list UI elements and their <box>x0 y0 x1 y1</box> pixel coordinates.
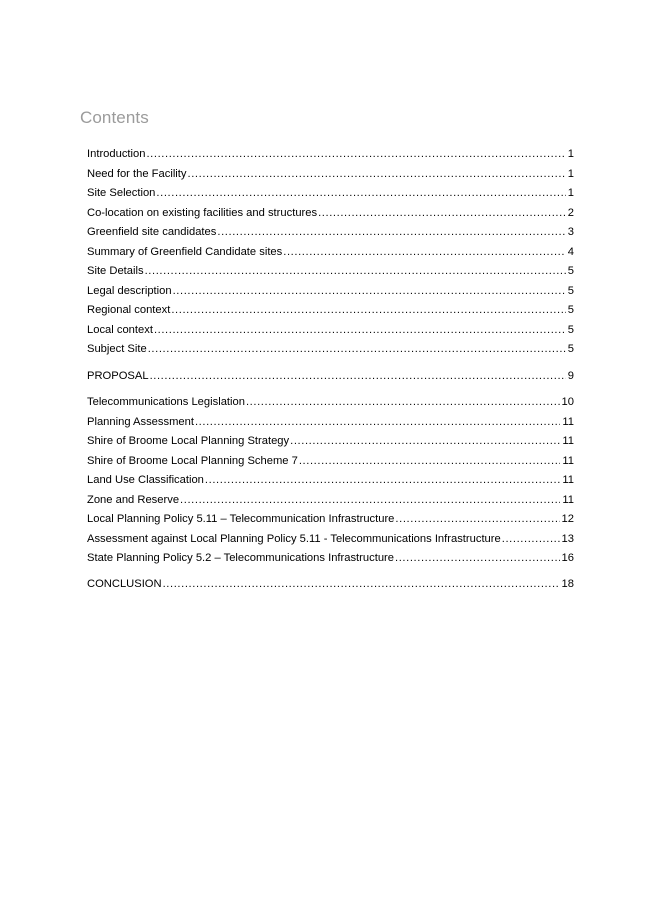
dot-leader <box>145 262 566 280</box>
toc-entry-label: Regional context <box>87 304 171 316</box>
dot-leader <box>150 367 566 385</box>
toc-entry-local-planning-scheme[interactable] <box>87 452 574 470</box>
toc-entry-local-planning-policy[interactable] <box>87 510 574 528</box>
toc-entry-page-number: 11 <box>562 474 574 486</box>
toc-entry-label: Telecommunications Legislation <box>87 396 245 408</box>
toc-entry-label: Need for the Facility <box>87 167 187 180</box>
toc-entry-label: Legal description <box>87 284 172 297</box>
toc-entry-page-number: 11 <box>562 435 574 447</box>
dot-leader <box>171 301 565 319</box>
toc-entry-page-number: 1 <box>567 167 574 180</box>
toc-entry-state-planning-policy[interactable] <box>87 549 574 567</box>
toc-entry-legal-description[interactable] <box>87 282 574 300</box>
toc-entry-label: State Planning Policy 5.2 – Telecommunications Infrastructure <box>87 552 394 564</box>
toc-entry-page-number: 5 <box>567 284 574 297</box>
toc-entry-page-number: 5 <box>567 265 574 277</box>
toc-entry-site-details[interactable] <box>87 262 574 280</box>
dot-leader <box>395 549 560 567</box>
toc-entry-page-number: 4 <box>567 245 574 258</box>
dot-leader <box>173 282 566 300</box>
dot-leader <box>180 491 560 509</box>
toc-entry-label: CONCLUSION <box>87 578 162 590</box>
toc-entry-label: Co-location on existing facilities and structures <box>87 206 318 219</box>
dot-leader <box>502 530 560 548</box>
dot-leader <box>195 413 560 431</box>
toc-entry-page-number: 11 <box>562 454 574 467</box>
toc-entry-page-number: 5 <box>567 304 574 316</box>
toc-entry-label: Shire of Broome Local Planning Strategy <box>87 435 290 447</box>
toc-entry-label: Zone and Reserve <box>87 493 180 506</box>
toc-entry-subject-site[interactable] <box>87 340 574 358</box>
toc-entry-planning-assessment[interactable] <box>87 413 574 431</box>
toc-entry-page-number: 10 <box>561 396 574 408</box>
toc-entry-greenfield-candidates[interactable] <box>87 223 574 241</box>
toc-entry-local-planning-strategy[interactable] <box>87 432 574 450</box>
toc-entry-page-number: 5 <box>567 323 574 336</box>
dot-leader <box>246 393 560 411</box>
dot-leader <box>395 510 559 528</box>
dot-leader <box>290 432 560 450</box>
toc-entry-policy-assessment[interactable] <box>87 530 574 548</box>
toc-entry-page-number: 1 <box>567 187 574 199</box>
toc-entry-page-number: 18 <box>561 578 574 590</box>
toc-entry-proposal[interactable] <box>87 367 574 385</box>
toc-entry-page-number: 16 <box>561 552 574 564</box>
toc-entry-label: Introduction <box>87 148 146 160</box>
dot-leader <box>217 223 565 241</box>
toc-entry-land-use-classification[interactable] <box>87 471 574 489</box>
toc-entry-page-number: 2 <box>567 206 574 219</box>
toc-entry-greenfield-summary[interactable] <box>87 243 574 261</box>
toc-entry-label: Land Use Classification <box>87 474 204 486</box>
toc-entry-co-location[interactable] <box>87 204 574 222</box>
toc-entry-local-context[interactable] <box>87 321 574 339</box>
toc-entry-page-number: 5 <box>567 343 574 355</box>
toc-entry-page-number: 3 <box>567 226 574 238</box>
dot-leader <box>146 145 565 163</box>
dot-leader <box>188 165 566 183</box>
toc-entry-conclusion[interactable] <box>87 575 574 593</box>
dot-leader <box>163 575 560 593</box>
dot-leader <box>205 471 560 489</box>
toc-entry-label: Summary of Greenfield Candidate sites <box>87 245 283 258</box>
toc-entry-label: Planning Assessment <box>87 415 194 428</box>
toc-entry-label: Local Planning Policy 5.11 – Telecommunication Infrastructure <box>87 513 395 525</box>
dot-leader <box>154 321 566 339</box>
toc-entry-introduction[interactable] <box>87 145 574 163</box>
dot-leader <box>283 243 566 261</box>
dot-leader <box>318 204 566 222</box>
dot-leader <box>148 340 566 358</box>
toc-entry-need-for-facility[interactable] <box>87 165 574 183</box>
dot-leader <box>156 184 565 202</box>
toc-entry-site-selection[interactable] <box>87 184 574 202</box>
toc-entry-label: Site Selection <box>87 187 156 199</box>
toc-entry-label: Assessment against Local Planning Policy 5.11 - Telecommunications Infrastructure <box>87 532 501 545</box>
toc-entry-page-number: 1 <box>567 148 574 160</box>
toc-entry-label: PROPOSAL <box>87 370 149 382</box>
toc-entry-page-number: 11 <box>562 493 574 506</box>
toc-entry-label: Site Details <box>87 265 144 277</box>
toc-entry-page-number: 12 <box>561 513 574 525</box>
toc-entry-label: Shire of Broome Local Planning Scheme 7 <box>87 454 298 467</box>
toc-entry-label: Local context <box>87 323 153 336</box>
toc-entry-label: Subject Site <box>87 343 147 355</box>
toc-entry-page-number: 11 <box>562 415 574 428</box>
dot-leader <box>299 452 561 470</box>
toc-entry-regional-context[interactable] <box>87 301 574 319</box>
toc-entry-zone-and-reserve[interactable] <box>87 491 574 509</box>
toc-entry-telecommunications-legislation[interactable] <box>87 393 574 411</box>
toc-entry-page-number: 13 <box>561 532 574 545</box>
page-title: Contents <box>80 108 149 127</box>
toc-entry-page-number: 9 <box>567 370 574 382</box>
toc-entry-label: Greenfield site candidates <box>87 226 217 238</box>
